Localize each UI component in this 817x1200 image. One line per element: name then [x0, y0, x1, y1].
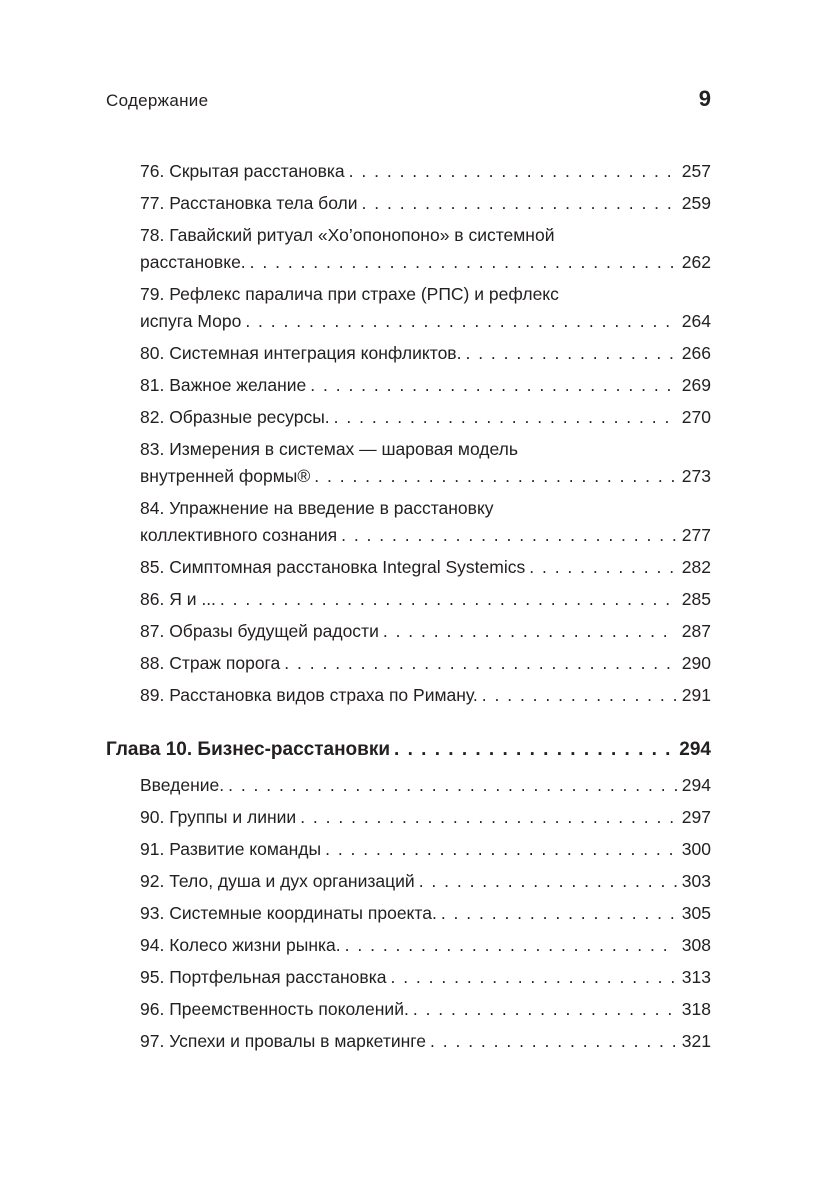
- toc-entry-page: 273: [681, 466, 711, 486]
- toc-entry: [140, 190, 711, 217]
- toc-entry-page: 300: [681, 839, 711, 859]
- page-number: 9: [698, 86, 711, 111]
- toc-entry-title: 85. Симптомная расстановка Integral Systemics: [140, 557, 526, 577]
- toc-entry-title: 97. Успехи и провалы в маркетинге: [140, 1031, 427, 1051]
- toc-entry-title: 86. Я и ...: [140, 589, 216, 609]
- toc-entry: [140, 158, 711, 185]
- toc-entry-page: 285: [681, 589, 711, 609]
- toc-dot-leader: [310, 372, 677, 399]
- toc-dot-leader: [362, 190, 677, 217]
- toc-dot-leader: [349, 158, 677, 185]
- toc-entry-lastline: [140, 836, 711, 863]
- toc-entry: [106, 736, 711, 763]
- toc-entry-page: 282: [681, 557, 711, 577]
- toc-entry-lastline: [140, 964, 711, 991]
- toc-entry: [140, 1028, 711, 1055]
- toc-entry-lastline: [140, 772, 711, 799]
- toc-entry-page: 318: [681, 999, 711, 1019]
- toc-entry-title: Введение.: [140, 775, 225, 795]
- toc-entry: [140, 836, 711, 863]
- toc-dot-leader: [419, 868, 677, 895]
- toc-entry-lastline: [140, 249, 711, 276]
- toc-entry-title: 88. Страж порога: [140, 653, 281, 673]
- toc-entry: [140, 281, 711, 335]
- toc-entry: [140, 900, 711, 927]
- toc-dot-leader: [529, 554, 677, 581]
- toc-entry-title: испуга Моро: [140, 311, 242, 331]
- toc-entry: [140, 804, 711, 831]
- toc-entry: [140, 372, 711, 399]
- toc-dot-leader: [465, 340, 676, 367]
- toc-dot-leader: [300, 804, 677, 831]
- toc-entry-title: Глава 10. Бизнес-расстановки: [106, 739, 391, 760]
- toc-entry-page: 257: [681, 161, 711, 181]
- toc-entry: [140, 586, 711, 613]
- toc-entry-page: 313: [681, 967, 711, 987]
- toc-entry-line: 79. Рефлекс паралича при страхе (РПС) и рефлекс: [140, 284, 559, 304]
- toc-entry-page: 305: [681, 903, 711, 923]
- toc-entry: [140, 495, 711, 549]
- toc-dot-leader: [441, 900, 677, 927]
- toc-entry-page: 266: [681, 343, 711, 363]
- toc-entry-title: 82. Образные ресурсы.: [140, 407, 330, 427]
- toc-entry-lastline: [140, 996, 711, 1023]
- toc-entry-title: 91. Развитие команды: [140, 839, 322, 859]
- toc-dot-leader: [482, 682, 677, 709]
- toc-entry-title: 94. Колесо жизни рынка.: [140, 935, 341, 955]
- toc-entry-lastline: [140, 682, 711, 709]
- toc-dot-leader: [413, 996, 677, 1023]
- toc-entry-lastline: [140, 900, 711, 927]
- toc-entry-lastline: [140, 404, 711, 431]
- toc-entry: [140, 996, 711, 1023]
- toc-entry-page: 259: [681, 193, 711, 213]
- toc-entry: [140, 340, 711, 367]
- toc-entry-line: 84. Упражнение на введение в расстановку: [140, 498, 494, 518]
- toc-entry-page: 262: [681, 252, 711, 272]
- toc-entry: [140, 868, 711, 895]
- toc-list: [106, 158, 711, 1055]
- toc-entry-lastline: [140, 618, 711, 645]
- toc-entry-line: 78. Гавайский ритуал «Хо’опонопоно» в системной: [140, 225, 555, 245]
- toc-entry-page: 291: [681, 685, 711, 705]
- toc-entry-line: 83. Измерения в системах — шаровая модель: [140, 439, 519, 459]
- toc-dot-leader: [341, 522, 677, 549]
- toc-entry: [140, 964, 711, 991]
- toc-entry-page: 290: [681, 653, 711, 673]
- toc-entry-title: 77. Расстановка тела боли: [140, 193, 358, 213]
- toc-entry-lastline: [140, 586, 711, 613]
- toc-entry-lastline: [140, 868, 711, 895]
- toc-entry-page: 270: [681, 407, 711, 427]
- toc-dot-leader: [390, 964, 676, 991]
- toc-dot-leader: [284, 650, 677, 677]
- toc-entry-page: 294: [681, 775, 711, 795]
- toc-entry-page: 264: [681, 311, 711, 331]
- toc-entry: [140, 650, 711, 677]
- toc-entry-title: 95. Портфельная расстановка: [140, 967, 387, 987]
- toc-dot-leader: [383, 618, 677, 645]
- toc-entry: [140, 682, 711, 709]
- toc-entry-lastline: [140, 190, 711, 217]
- toc-entry-lastline: [140, 804, 711, 831]
- toc-entry-lastline: [140, 340, 711, 367]
- toc-entry-lastline: [140, 522, 711, 549]
- toc-entry-lastline: [140, 554, 711, 581]
- toc-entry-title: расстановке.: [140, 252, 246, 272]
- toc-entry-title: 90. Группы и линии: [140, 807, 297, 827]
- toc-entry-lastline: [140, 308, 711, 335]
- toc-entry-page: 269: [681, 375, 711, 395]
- toc-entry: [140, 772, 711, 799]
- toc-dot-leader: [314, 463, 677, 490]
- toc-entry: [140, 436, 711, 490]
- toc-entry: [140, 932, 711, 959]
- toc-entry-title: 76. Скрытая расстановка: [140, 161, 345, 181]
- toc-dot-leader: [228, 772, 677, 799]
- toc-entry-title: 80. Системная интеграция конфликтов.: [140, 343, 462, 363]
- toc-entry-lastline: [106, 736, 711, 763]
- toc-dot-leader: [245, 308, 676, 335]
- toc-entry: [140, 404, 711, 431]
- toc-entry-page: 297: [681, 807, 711, 827]
- page-header: [106, 86, 711, 112]
- running-header-title: Содержание: [106, 91, 209, 110]
- toc-entry-title: коллективного сознания: [140, 525, 338, 545]
- toc-dot-leader: [430, 1028, 677, 1055]
- toc-entry-lastline: [140, 158, 711, 185]
- toc-entry-title: 81. Важное желание: [140, 375, 307, 395]
- toc-entry-page: 294: [679, 739, 711, 760]
- toc-entry: [140, 222, 711, 276]
- toc-entry-lastline: [140, 932, 711, 959]
- toc-entry: [140, 618, 711, 645]
- toc-entry: [140, 554, 711, 581]
- toc-entry-page: 277: [681, 525, 711, 545]
- toc-entry-lastline: [140, 372, 711, 399]
- toc-dot-leader: [394, 736, 674, 763]
- toc-entry-title: 87. Образы будущей радости: [140, 621, 379, 641]
- toc-dot-leader: [250, 249, 677, 276]
- toc-entry-title: 89. Расстановка видов страха по Риману.: [140, 685, 478, 705]
- toc-entry-page: 321: [681, 1031, 711, 1051]
- toc-dot-leader: [325, 836, 677, 863]
- toc-entry-title: внутренней формы®: [140, 466, 311, 486]
- toc-entry-title: 92. Тело, душа и дух организаций: [140, 871, 415, 891]
- toc-entry-page: 287: [681, 621, 711, 641]
- toc-entry-title: 96. Преемственность поколений.: [140, 999, 409, 1019]
- toc-dot-leader: [345, 932, 677, 959]
- toc-entry-page: 308: [681, 935, 711, 955]
- toc-entry-title: 93. Системные координаты проекта.: [140, 903, 437, 923]
- toc-entry-lastline: [140, 463, 711, 490]
- toc-entry-lastline: [140, 650, 711, 677]
- toc-dot-leader: [334, 404, 677, 431]
- toc-entry-lastline: [140, 1028, 711, 1055]
- toc-entry-page: 303: [681, 871, 711, 891]
- toc-dot-leader: [220, 586, 677, 613]
